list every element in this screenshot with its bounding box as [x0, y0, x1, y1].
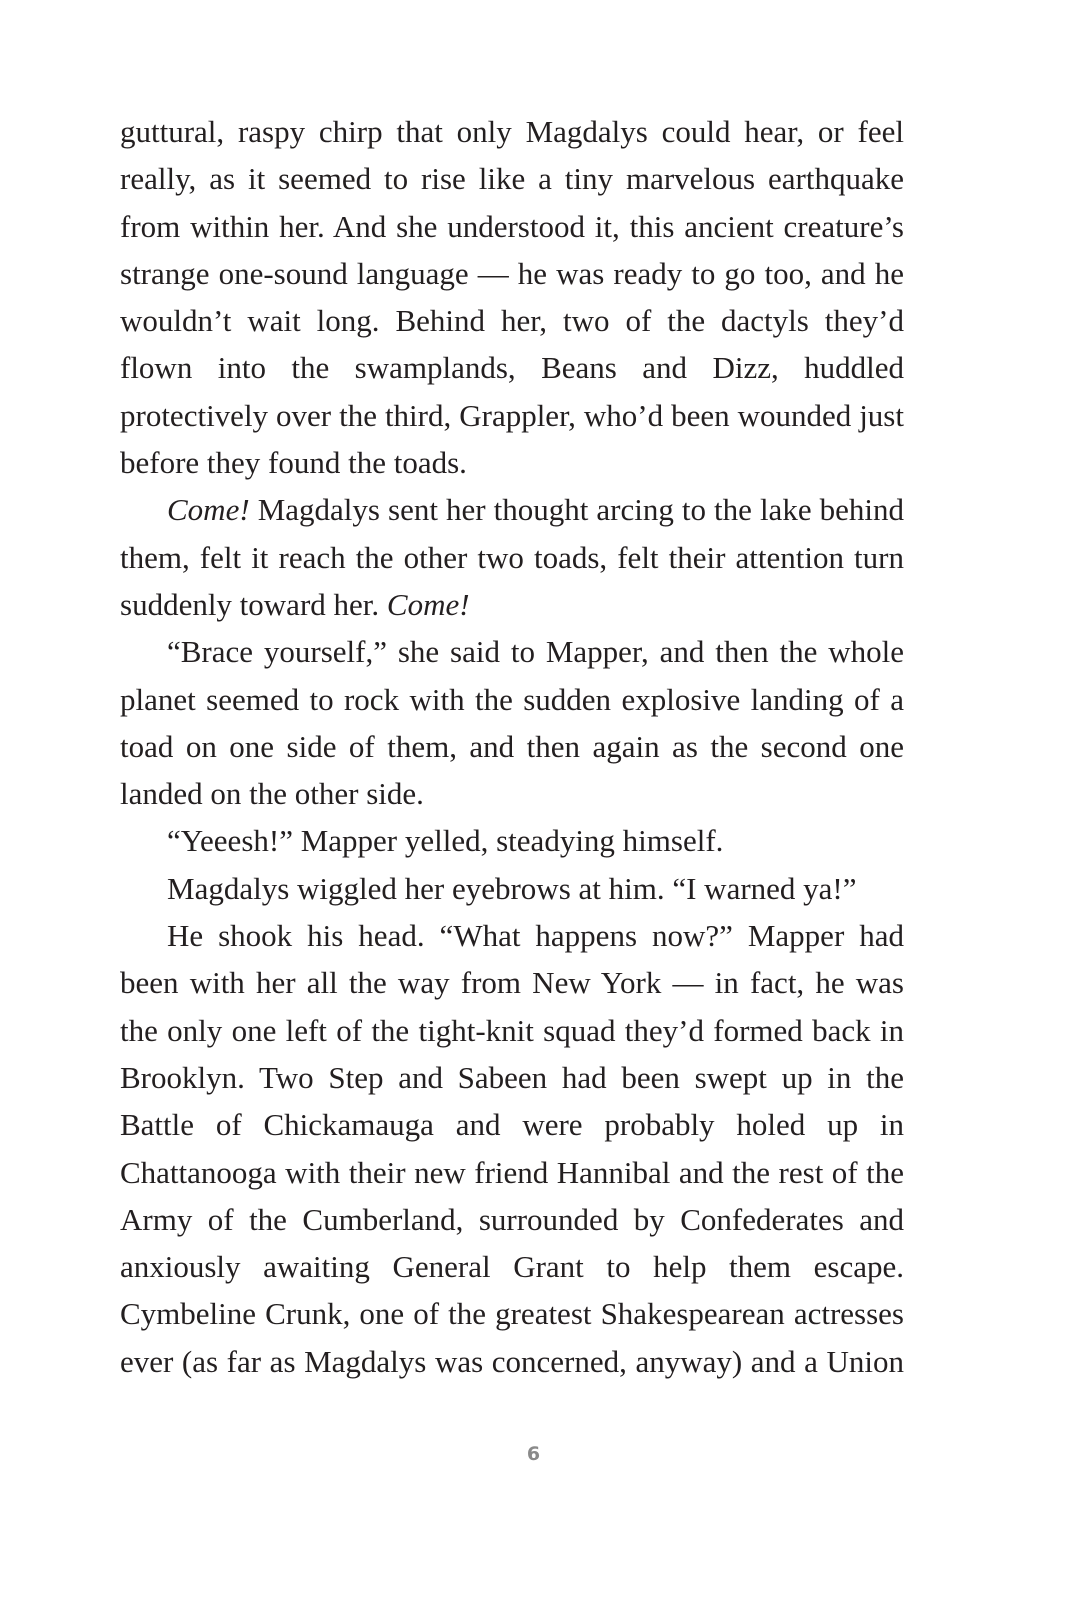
page-body: [120, 108, 904, 1385]
page-number: 6: [526, 1443, 541, 1465]
italic-come-start: Come!: [167, 492, 250, 528]
paragraph-6: He shook his head. “What happens now?” Mapper had been with her all the way from New York — in fact, he was the only one left of the tight-knit squad they’d formed back in Brooklyn. Two Step and Sabeen had been swept up in the Battle of Chickamauga and were probably holed up in Chattanooga with their new friend Hannibal and the rest of the Army of the Cumberland, surrounded by Confederates and anxiously awaiting General Grant to help them escape. Cymbeline Crunk, one of the greatest Shakespearean actresses ever (as far as Magdalys was concerned, anyway) and a Union: [120, 918, 904, 1379]
paragraph-4: “Yeeesh!” Mapper yelled, steadying himself.: [167, 823, 724, 859]
paragraph-3: “Brace yourself,” she said to Mapper, and then the whole planet seemed to rock with the sudden explosive landing of a toad on one side of them, and then again as the second one landed on the other side.: [120, 634, 904, 812]
italic-come-end: Come!: [386, 586, 470, 622]
paragraph-5: Magdalys wiggled her eyebrows at him. “I warned ya!”: [167, 870, 857, 906]
paragraph-2: [120, 486, 904, 628]
paragraph-1: guttural, raspy chirp that only Magdalys could hear, or feel really, as it seemed to rise like a tiny marvelous earthquake from within her. And she understood it, this ancient creature’s strange one-sound language — he was ready to go too, and he wouldn’t wait long. Behind her, two of the dactyls they’d flown into the swamplands, Beans and Dizz, huddled protectively over the third, Grappler, who’d been wounded just before they found the toads.: [120, 114, 904, 481]
paragraph-2-text: Magdalys sent her thought arcing to the lake behind them, felt it reach the other two toads, felt their attention turn suddenly toward her.: [120, 492, 904, 622]
